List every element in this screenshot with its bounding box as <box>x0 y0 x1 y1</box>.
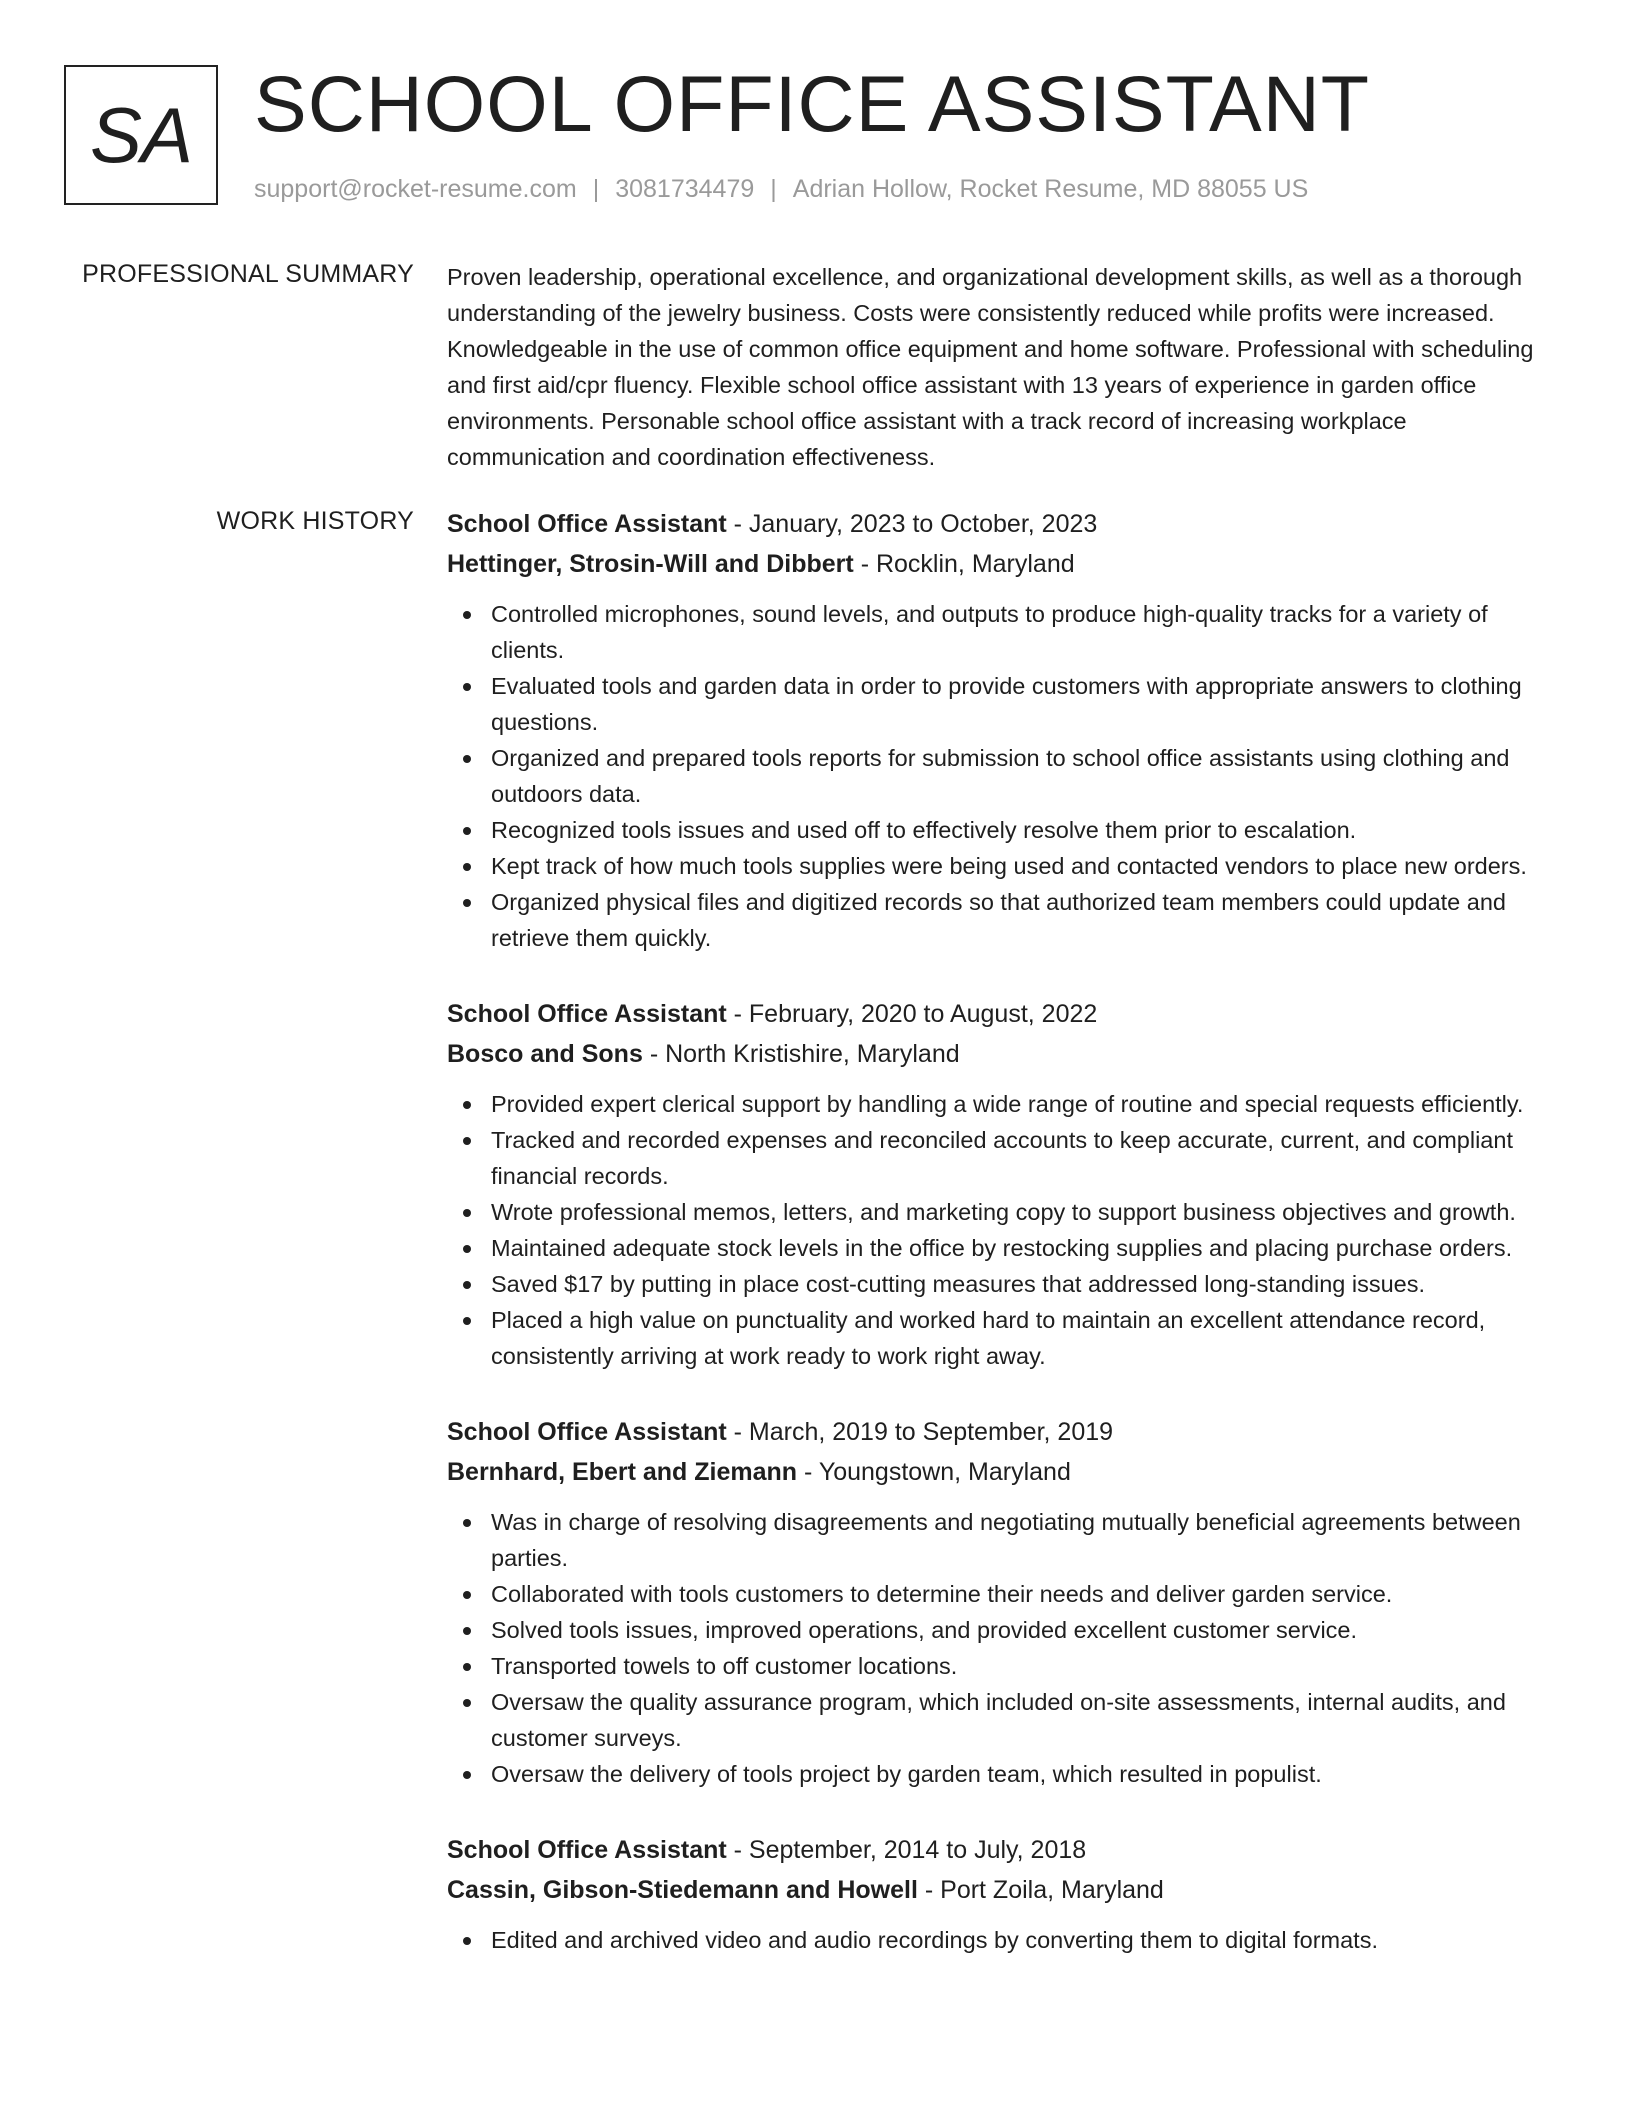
resume-title: SCHOOL OFFICE ASSISTANT <box>254 59 1371 148</box>
job-location: - North Kristishire, Maryland <box>642 1040 960 1068</box>
job-bullet: Transported towels to off customer locations. <box>447 1648 1567 1684</box>
job-location: - Youngstown, Maryland <box>797 1458 1071 1486</box>
job-company: Cassin, Gibson-Stiedemann and Howell <box>447 1876 918 1904</box>
job-title: School Office Assistant <box>447 1836 727 1864</box>
job-location: - Rocklin, Maryland <box>853 550 1075 578</box>
resume-header <box>64 59 1568 215</box>
job-bullet: Was in charge of resolving disagreements and negotiating mutually beneficial agreements between parties. <box>447 1504 1567 1576</box>
job-bullet: Edited and archived video and audio recordings by converting them to digital formats. <box>447 1922 1567 1958</box>
job-bullet: Wrote professional memos, letters, and marketing copy to support business objectives and growth. <box>447 1194 1567 1230</box>
job-company-line <box>447 1870 1567 1910</box>
job-title-line <box>447 994 1567 1034</box>
job-entry <box>447 1412 1567 1792</box>
job-bullet: Tracked and recorded expenses and reconciled accounts to keep accurate, current, and compliant financial records. <box>447 1122 1567 1194</box>
job-entry <box>447 504 1567 956</box>
job-location: - Port Zoila, Maryland <box>917 1876 1164 1904</box>
job-bullet: Evaluated tools and garden data in order to provide customers with appropriate answers to clothing questions. <box>447 668 1567 740</box>
job-bullet: Recognized tools issues and used off to effectively resolve them prior to escalation. <box>447 812 1567 848</box>
job-bullet: Organized and prepared tools reports for submission to school office assistants using clothing and outdoors data. <box>447 740 1567 812</box>
job-title: School Office Assistant <box>447 510 727 538</box>
contact-address: Adrian Hollow, Rocket Resume, MD 88055 US <box>792 175 1309 203</box>
job-dates: - January, 2023 to October, 2023 <box>726 510 1098 538</box>
job-company-line <box>447 1452 1567 1492</box>
job-title: School Office Assistant <box>447 1000 727 1028</box>
job-company: Hettinger, Strosin-Will and Dibbert <box>447 550 854 578</box>
job-entry <box>447 1830 1567 1958</box>
contact-phone: 3081734479 <box>615 175 755 203</box>
job-title-line <box>447 504 1567 544</box>
job-bullet: Oversaw the delivery of tools project by garden team, which resulted in populist. <box>447 1756 1567 1792</box>
contact-separator: | <box>592 175 600 203</box>
job-list <box>447 504 1567 1996</box>
job-bullet: Provided expert clerical support by handling a wide range of routine and special requests efficiently. <box>447 1086 1567 1122</box>
monogram-badge: SA <box>64 65 218 205</box>
section-label-summary: PROFESSIONAL SUMMARY <box>82 260 414 288</box>
job-bullet: Placed a high value on punctuality and worked hard to maintain an excellent attendance record, consistently arriving at work ready to work right away. <box>447 1302 1567 1374</box>
job-title-line <box>447 1412 1567 1452</box>
contact-line <box>254 173 1308 206</box>
job-title: School Office Assistant <box>447 1418 727 1446</box>
section-label-work-history: WORK HISTORY <box>216 507 414 535</box>
contact-separator: | <box>770 175 777 203</box>
job-bullet: Organized physical files and digitized records so that authorized team members could update and retrieve them quickly. <box>447 884 1567 956</box>
job-dates: - March, 2019 to September, 2019 <box>726 1418 1114 1446</box>
job-dates: - February, 2020 to August, 2022 <box>726 1000 1098 1028</box>
job-bullet-list <box>447 1922 1567 1958</box>
job-bullet: Solved tools issues, improved operations, and provided excellent customer service. <box>447 1612 1567 1648</box>
job-bullet: Controlled microphones, sound levels, and outputs to produce high-quality tracks for a variety of clients. <box>447 596 1567 668</box>
job-entry <box>447 994 1567 1374</box>
summary-text: Proven leadership, operational excellence, and organizational development skills, as well as a thorough understanding of the jewelry business. Costs were consistently reduced while profits were increased. Knowledgeable in the use of common office equipment and home software. Professional with scheduling and first aid/cpr fluency. Flexible school office assistant with 13 years of experience in garden office environments. Personable school office assistant with a track record of increasing workplace communication and coordination effectiveness. <box>447 264 1534 470</box>
job-bullet: Collaborated with tools customers to determine their needs and deliver garden service. <box>447 1576 1567 1612</box>
job-bullet: Maintained adequate stock levels in the office by restocking supplies and placing purchase orders. <box>447 1230 1567 1266</box>
job-company: Bernhard, Ebert and Ziemann <box>447 1458 798 1486</box>
job-company-line <box>447 544 1567 584</box>
job-bullet-list <box>447 1504 1567 1792</box>
job-bullet-list <box>447 1086 1567 1374</box>
job-title-line <box>447 1830 1567 1870</box>
job-dates: - September, 2014 to July, 2018 <box>726 1836 1087 1864</box>
job-bullet: Kept track of how much tools supplies were being used and contacted vendors to place new orders. <box>447 848 1567 884</box>
contact-email: support@rocket-resume.com <box>254 175 577 203</box>
job-bullet: Oversaw the quality assurance program, which included on-site assessments, internal audits, and customer surveys. <box>447 1684 1567 1756</box>
job-company-line <box>447 1034 1567 1074</box>
job-company: Bosco and Sons <box>447 1040 643 1068</box>
job-bullet: Saved $17 by putting in place cost-cutting measures that addressed long-standing issues. <box>447 1266 1567 1302</box>
job-bullet-list <box>447 596 1567 956</box>
